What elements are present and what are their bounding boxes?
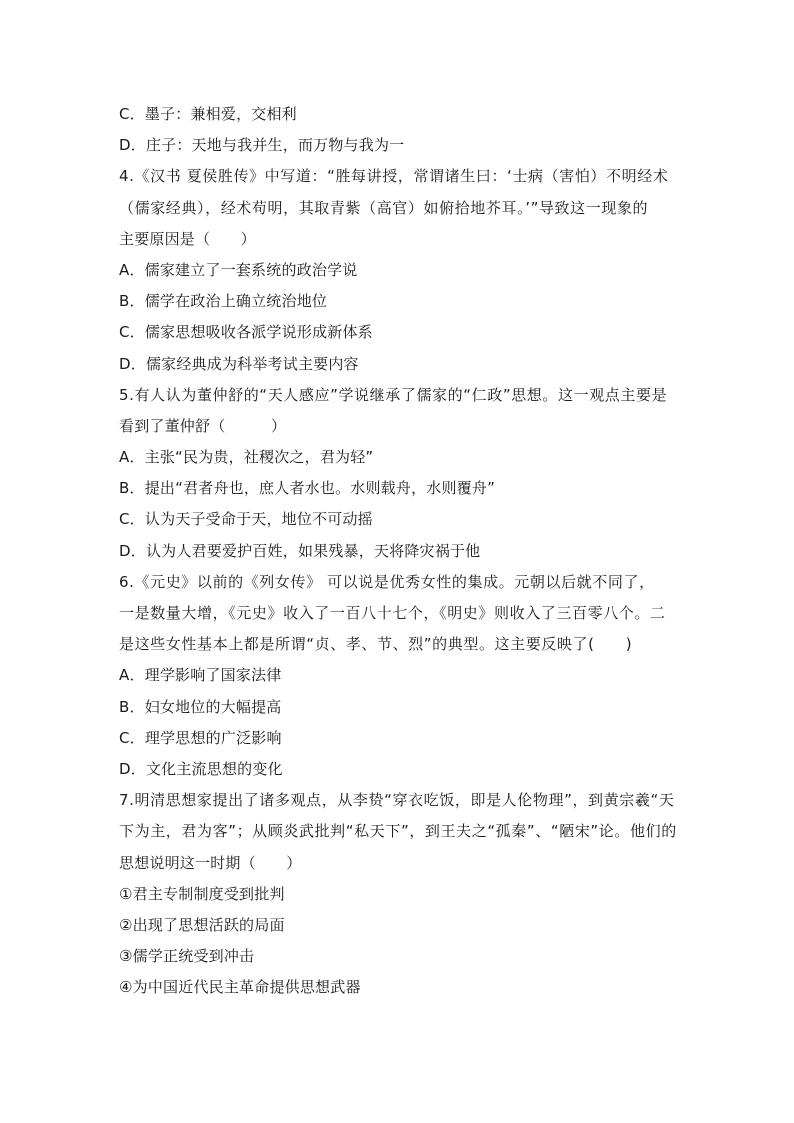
q7-stem-line-2: 下为主，君为客”；从顾炎武批判“私天下”，到王夫之“孤秦”、“陋宋”论。他们的 [119,822,677,841]
q3-option-c: C．墨子：兼相爱，交相利 [119,105,297,123]
q7-statement-1: ①君主专制制度受到批判 [119,884,285,903]
q4-option-b: B．儒学在政治上确立统治地位 [119,292,328,311]
q6-option-c: C．理学思想的广泛影响 [119,728,282,747]
q7-statement-2: ②出现了思想活跃的局面 [119,915,285,934]
q7-statement-3: ③儒学正统受到冲击 [119,947,255,966]
q5-option-b: B．提出“君者舟也，庶人者水也。水则载舟，水则覆舟” [119,479,496,498]
q4-option-c: C．儒家思想吸收各派学说形成新体系 [119,323,373,342]
q6-option-a: A．理学影响了国家法律 [119,666,282,685]
q3-option-d: D．庄子：天地与我并生，而万物与我为一 [119,136,405,155]
q6-stem-line-1: 6.《元史》以前的《列女传》 可以说是优秀女性的集成。元朝以后就不同了， [119,572,655,591]
q4-option-a: A．儒家建立了一套系统的政治学说 [119,260,358,279]
q5-option-d: D．认为人君要爱护百姓，如果残暴，天将降灾祸于他 [119,541,481,560]
q7-stem-line-1: 7.明清思想家提出了诸多观点，从李贽“穿衣吃饭，即是人伦物理”，到黄宗羲“天 [119,791,675,810]
q6-stem-line-2: 一是数量大增，《元史》收入了一百八十七个，《明史》则收入了三百零八个。二 [119,604,666,622]
q5-stem-line-1: 5.有人认为董仲舒的“天人感应”学说继承了儒家的“仁政”思想。这一观点主要是 [119,385,668,404]
q5-option-a: A．主张“民为贵，社稷次之，君为轻” [119,448,374,467]
q6-option-d: D．文化主流思想的变化 [119,759,283,778]
q7-statement-4: ④为中国近代民主革命提供思想武器 [119,978,361,997]
q4-stem-line-3: 主要原因是（ ） [119,229,256,248]
q6-option-b: B．妇女地位的大幅提高 [119,697,282,716]
q5-stem-line-2: 看到了董仲舒（ ） [119,416,287,435]
q4-stem-line-2: （儒家经典），经术苟明，其取青紫（高官）如俯拾地芥耳。’”导致这一现象的 [119,198,649,217]
q7-stem-line-3: 思想说明这一时期（ ） [119,853,302,872]
question-content [119,99,679,1003]
q4-stem-line-1: 4.《汉书 夏侯胜传》中写道：“胜每讲授，常谓诸生曰：‘士病（害怕）不明经术 [119,167,669,186]
q6-stem-line-3: 是这些女性基本上都是所谓“贞、孝、节、烈”的典型。这主要反映了( ) [119,635,633,654]
q5-option-c: C．认为天子受命于天，地位不可动摇 [119,510,373,529]
q4-option-d: D．儒家经典成为科举考试主要内容 [119,354,359,373]
